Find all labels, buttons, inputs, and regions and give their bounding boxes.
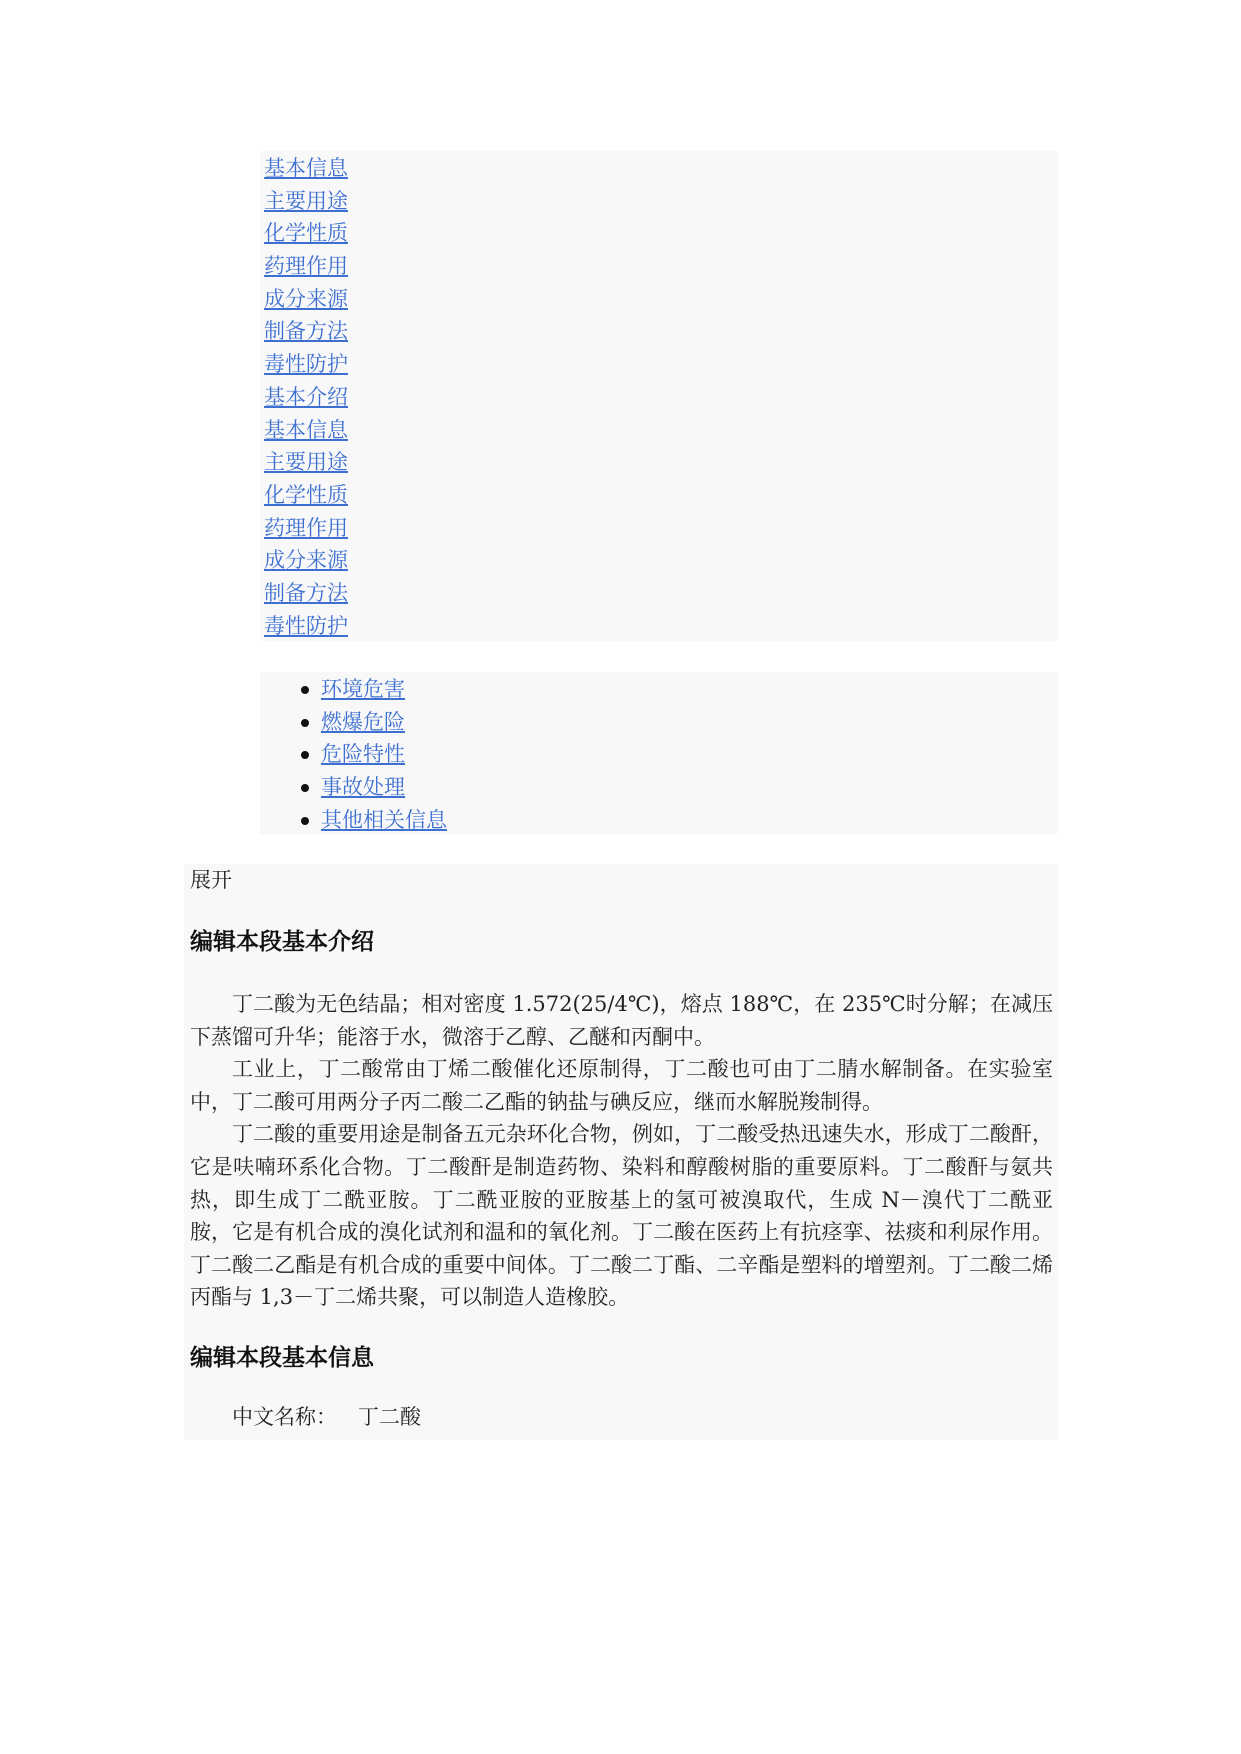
toc-link-pharmacology[interactable]: 药理作用 [264,254,348,279]
introduction-body [190,988,1053,1314]
toc-link-preparation[interactable]: 制备方法 [264,319,348,344]
info-label: 中文名称： [232,1404,337,1429]
section-heading-introduction: 编辑本段基本介绍 [190,929,374,955]
toc-link-chemical-properties[interactable]: 化学性质 [264,221,348,246]
toc-link-main-uses-2[interactable]: 主要用途 [264,450,348,475]
list-item [260,706,1058,739]
bullet-icon [301,719,309,727]
toc-link-preparation-2[interactable]: 制备方法 [264,580,348,605]
toc-link-toxicity[interactable]: 毒性防护 [264,352,348,377]
sub-section-list [260,672,1058,834]
bullet-icon [301,817,309,825]
link-hazard-characteristics[interactable]: 危险特性 [321,742,405,767]
link-other-info[interactable]: 其他相关信息 [321,807,447,832]
link-environmental-hazard[interactable]: 环境危害 [321,677,405,701]
toc-link-basic-info[interactable]: 基本信息 [264,156,348,180]
expand-toggle[interactable]: 展开 [190,868,232,892]
paragraph: 丁二酸的重要用途是制备五元杂环化合物，例如，丁二酸受热迅速失水，形成丁二酸酐，它是呋喃环系化合物。丁二酸酐是制造药物、染料和醇酸树脂的重要原料。丁二酸酐与氨共热，即生成丁二酰亚胺。丁二酰亚胺的亚胺基上的氢可被溴取代，生成 N－溴代丁二酰亚胺，它是有机合成的溴化试剂和温和的氧化剂。丁二酸在医药上有抗痉挛、祛痰和利尿作用。丁二酸二乙酯是有机合成的重要中间体。丁二酸二丁酯、二辛酯是塑料的增塑剂。丁二酸二烯丙酯与 1,3－丁二烯共聚，可以制造人造橡胶。 [190,1122,1053,1310]
list-item [260,673,1058,706]
list-item [260,738,1058,771]
list-item [260,804,1058,837]
info-row-chinese-name [190,1401,1053,1433]
toc-link-main-uses[interactable]: 主要用途 [264,188,348,213]
toc-link-pharmacology-2[interactable]: 药理作用 [264,515,348,540]
toc-link-toxicity-2[interactable]: 毒性防护 [264,613,348,638]
bullet-icon [301,686,309,694]
paragraph: 工业上，丁二酸常由丁烯二酸催化还原制得，丁二酸也可由丁二腈水解制备。在实验室中，丁二酸可用两分子丙二酸二乙酯的钠盐与碘反应，继而水解脱羧制得。 [190,1057,1053,1114]
bullet-icon [301,784,309,792]
link-explosion-hazard[interactable]: 燃爆危险 [321,709,405,734]
paragraph: 丁二酸为无色结晶；相对密度 1.572(25/4℃)，熔点 188℃，在 235℃时分解；在减压下蒸馏可升华；能溶于水，微溶于乙醇、乙醚和丙酮中。 [190,992,1053,1049]
section-heading-basic-info: 编辑本段基本信息 [190,1344,374,1371]
link-accident-handling[interactable]: 事故处理 [321,775,405,800]
info-value: 丁二酸 [358,1404,421,1429]
toc-link-chemical-properties-2[interactable]: 化学性质 [264,482,348,507]
toc-link-basic-info-2[interactable]: 基本信息 [264,417,348,442]
article-content [184,864,1058,1440]
toc-link-sources-2[interactable]: 成分来源 [264,548,348,573]
toc-link-sources[interactable]: 成分来源 [264,286,348,311]
toc-link-introduction[interactable]: 基本介绍 [264,384,348,409]
bullet-icon [301,751,309,759]
list-item [260,771,1058,804]
bullet-list [260,673,1058,836]
table-of-contents [260,151,1058,641]
